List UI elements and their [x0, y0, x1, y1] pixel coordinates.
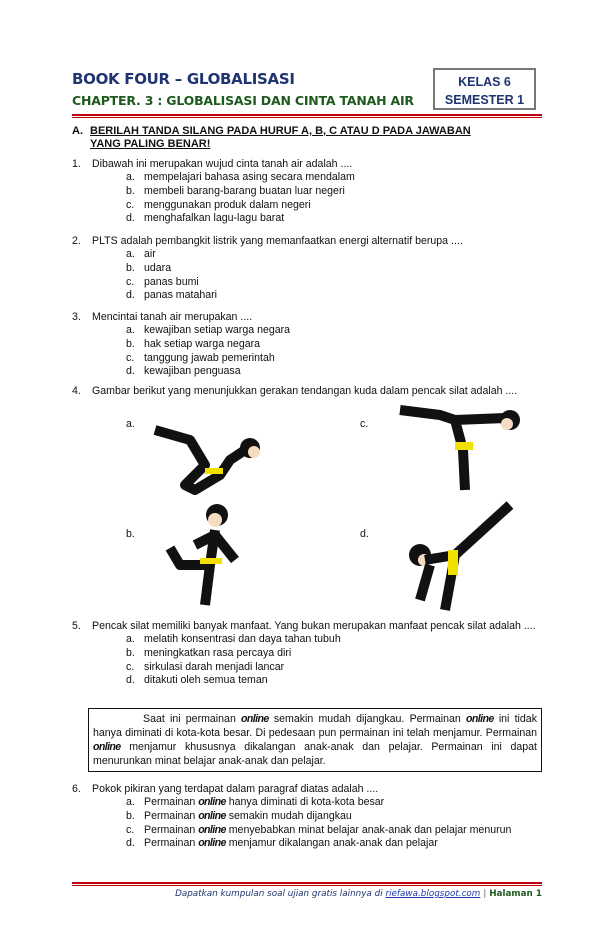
option-text: menyebabkan minat belajar anak-anak dan pelajar menurun — [228, 823, 512, 836]
option-letter: b. — [126, 646, 135, 659]
question-text: PLTS adalah pembangkit listrik yang memanfaatkan energi alternatif berupa .... — [92, 235, 463, 247]
instruction-line1: BERILAH TANDA SILANG PADA HURUF A, B, C ATAU D PADA JAWABAN — [90, 125, 471, 137]
question-text: Gambar berikut yang menunjukkan gerakan tendangan kuda dalam pencak silat adalah .... — [92, 385, 518, 397]
option-letter: b. — [126, 809, 135, 822]
option-letter: a. — [126, 248, 135, 260]
question-number: 2. — [72, 235, 81, 247]
class-box — [433, 68, 536, 110]
option-letter: c. — [126, 275, 135, 288]
image-label-a[interactable]: a. — [126, 418, 135, 430]
question-6 — [72, 782, 542, 851]
semester-label: SEMESTER 1 — [444, 93, 525, 107]
question-text: Pokok pikiran yang terdapat dalam paragraf diatas adalah .... — [92, 783, 379, 795]
option-text: Saat ini permainan — [143, 713, 236, 725]
silat-figure-a — [150, 420, 270, 495]
footer-rule — [72, 882, 542, 886]
footer-text: Dapatkan kumpulan soal ujian gratis lainnya di — [175, 889, 383, 899]
instruction-line2: YANG PALING BENAR! — [90, 138, 211, 150]
option-letter: a. — [126, 633, 135, 645]
section-letter: A. — [72, 125, 83, 137]
option-c[interactable] — [126, 661, 542, 675]
image-label-b[interactable]: b. — [126, 528, 135, 540]
option-text: ditakuti oleh semua teman — [144, 674, 268, 687]
option-text: menggunakan produk dalam negeri — [144, 198, 311, 211]
option-letter: d. — [126, 365, 135, 378]
footer-link[interactable]: riefawa.blogspot.com — [385, 889, 481, 899]
option-letter: c. — [126, 351, 135, 364]
option-letter: a. — [126, 796, 135, 808]
question-4 — [72, 384, 542, 398]
book-title: BOOK FOUR – GLOBALISASI — [72, 70, 295, 88]
reading-passage — [88, 708, 542, 772]
option-b[interactable] — [126, 810, 542, 824]
option-a[interactable] — [126, 171, 542, 185]
option-d[interactable] — [126, 365, 542, 379]
option-letter: c. — [126, 660, 135, 673]
option-d[interactable] — [126, 837, 542, 851]
question-number: 5. — [72, 620, 81, 632]
option-letter: c. — [126, 823, 135, 836]
footer-separator: | — [483, 889, 487, 899]
question-number: 1. — [72, 158, 81, 170]
option-b[interactable] — [126, 647, 542, 661]
option-text: melatih konsentrasi dan daya tahan tubuh — [144, 633, 341, 645]
option-c[interactable] — [126, 824, 542, 838]
option-b[interactable] — [126, 185, 542, 199]
question-2 — [72, 234, 542, 303]
option-text: kewajiban setiap warga negara — [144, 324, 291, 336]
option-a[interactable] — [126, 633, 542, 647]
option-letter: c. — [126, 198, 135, 211]
option-a[interactable] — [126, 324, 542, 338]
option-a[interactable] — [126, 248, 542, 262]
option-text: hak setiap warga negara — [144, 337, 261, 350]
question-number: 6. — [72, 783, 81, 795]
question-text: Pencak silat memiliki banyak manfaat. Yang bukan merupakan manfaat pencak silat adalah .... — [92, 620, 536, 632]
option-text: hanya diminati di kota-kota besar — [228, 796, 385, 808]
option-text: Permainan — [144, 837, 196, 850]
option-letter: a. — [126, 171, 135, 183]
option-text: panas bumi — [144, 275, 199, 288]
question-number: 4. — [72, 385, 81, 397]
option-text: semakin mudah dijangkau. Permainan — [273, 713, 461, 725]
option-text: mempelajari bahasa asing secara mendalam — [144, 171, 355, 183]
header-rule — [72, 114, 542, 118]
option-text: Permainan — [144, 796, 196, 808]
option-text: menjamur dikalangan anak-anak dan pelajar — [228, 837, 438, 850]
option-letter: b. — [126, 184, 135, 197]
option-text: air — [144, 248, 156, 260]
option-c[interactable] — [126, 199, 542, 213]
option-text: online — [93, 741, 121, 753]
option-text: membeli barang-barang buatan luar negeri — [144, 184, 345, 197]
footer — [72, 889, 542, 899]
page-number: Halaman 1 — [489, 889, 542, 899]
option-text: online — [241, 713, 269, 725]
silat-figure-c — [395, 400, 525, 495]
silat-figure-d — [400, 500, 530, 615]
option-text: menghafalkan lagu-lagu barat — [144, 212, 285, 225]
question-number: 3. — [72, 311, 81, 323]
question-1 — [72, 157, 542, 226]
option-text: online — [198, 823, 226, 836]
option-text: Permainan — [144, 823, 196, 836]
option-text: kewajiban penguasa — [144, 365, 241, 378]
image-label-d[interactable]: d. — [360, 528, 369, 540]
option-letter: d. — [126, 674, 135, 687]
option-d[interactable] — [126, 212, 542, 226]
option-text: online — [198, 796, 226, 808]
option-b[interactable] — [126, 338, 542, 352]
section-instruction — [72, 125, 542, 150]
question-3 — [72, 310, 542, 379]
option-letter: d. — [126, 212, 135, 225]
question-5 — [72, 619, 542, 688]
silat-figure-b — [160, 500, 250, 615]
option-text: online — [198, 809, 226, 822]
option-text: udara — [144, 261, 172, 274]
question-text: Mencintai tanah air merupakan .... — [92, 311, 253, 323]
option-letter: d. — [126, 289, 135, 302]
option-a[interactable] — [126, 796, 542, 810]
option-text: sirkulasi darah menjadi lancar — [144, 660, 285, 673]
option-text: panas matahari — [144, 289, 218, 302]
option-c[interactable] — [126, 276, 542, 290]
option-letter: a. — [126, 324, 135, 336]
option-d[interactable] — [126, 289, 542, 303]
option-text: meningkatkan rasa percaya diri — [144, 646, 292, 659]
question-text: Dibawah ini merupakan wujud cinta tanah air adalah .... — [92, 158, 353, 170]
option-text: Permainan — [144, 809, 196, 822]
option-letter: b. — [126, 261, 135, 274]
option-text: ini tidak hanya diminati di kota-kota besar. Di pedesaan pun permainan ini telah menjamur. Permainan — [93, 713, 537, 739]
option-d[interactable] — [126, 674, 542, 688]
option-letter: b. — [126, 337, 135, 350]
option-text: menjamur khususnya dikalangan anak-anak dan pelajar. Permainan ini dapat menurunkan minat belajar anak-anak dan pelajar. — [93, 741, 537, 767]
option-text: semakin mudah dijangkau — [228, 809, 352, 822]
chapter-title: CHAPTER. 3 : GLOBALISASI DAN CINTA TANAH AIR — [72, 93, 414, 108]
option-c[interactable] — [126, 352, 542, 366]
option-letter: d. — [126, 837, 135, 850]
option-b[interactable] — [126, 262, 542, 276]
option-text: online — [198, 837, 226, 850]
option-text: tanggung jawab pemerintah — [144, 351, 275, 364]
option-text: online — [466, 713, 494, 725]
image-label-c[interactable]: c. — [360, 418, 369, 430]
class-label: KELAS 6 — [458, 75, 511, 89]
